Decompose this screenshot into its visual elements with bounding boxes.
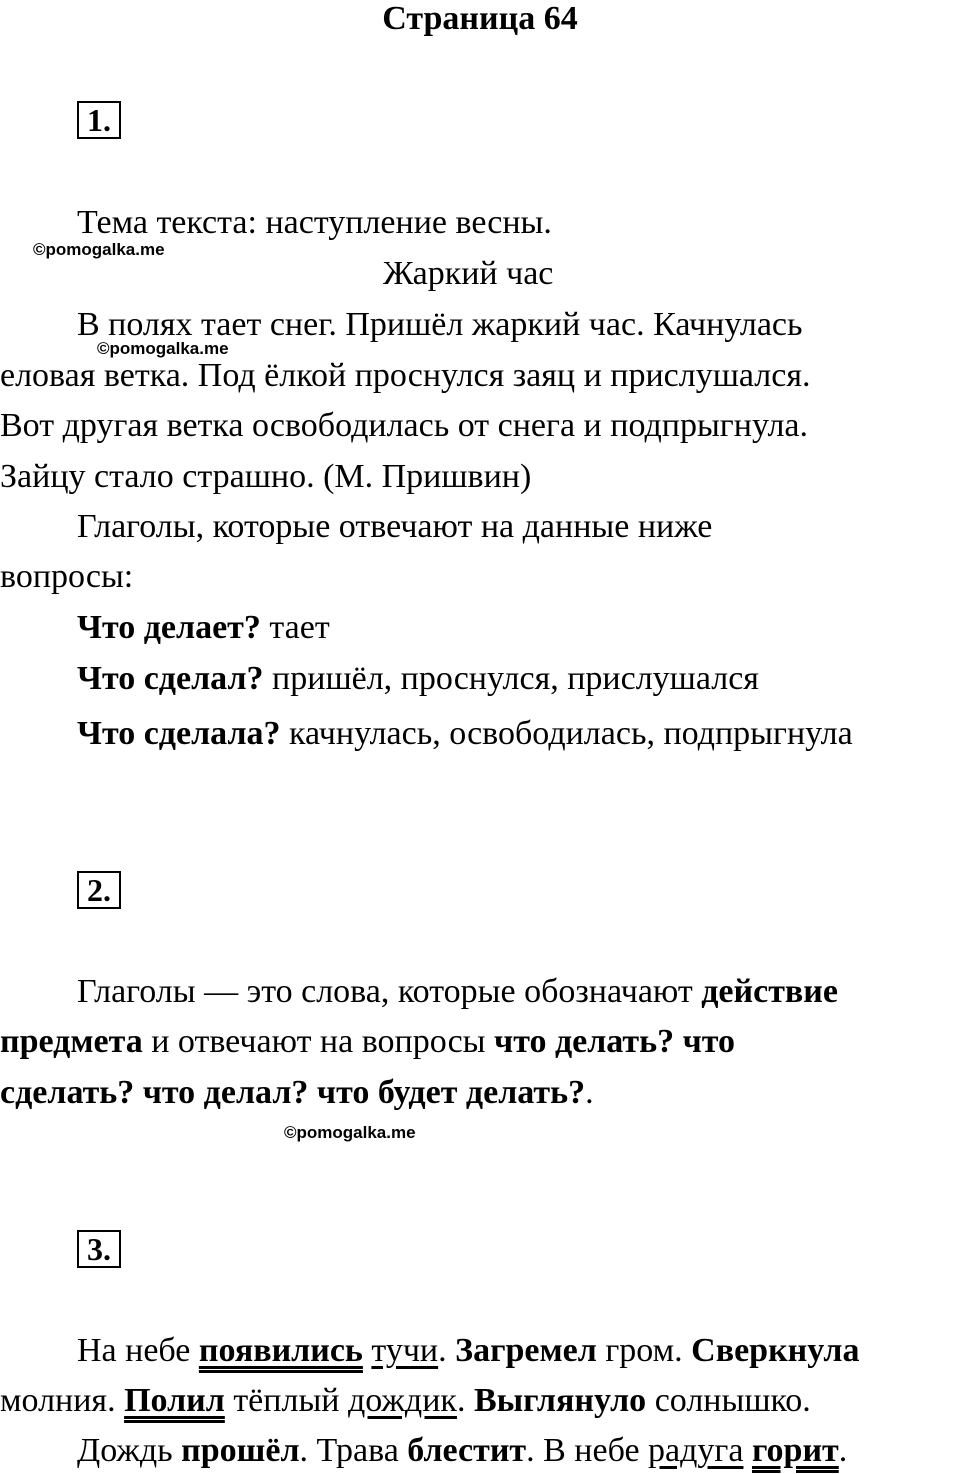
answer-row-1 xyxy=(77,608,330,648)
plain-text: . Трава xyxy=(299,1432,408,1469)
story-title: Жаркий час xyxy=(383,255,554,292)
plain-text: солнышко. xyxy=(646,1382,811,1419)
sentence-line-1 xyxy=(77,1331,860,1371)
answer-row-2 xyxy=(77,659,759,699)
sentence-line-2 xyxy=(0,1381,811,1421)
subject-word: дождик xyxy=(347,1382,457,1419)
verb-word: Загремел xyxy=(455,1332,597,1369)
answer-text: пришёл, проснулся, прислушался xyxy=(263,660,759,697)
definition-bold: сделать? что делал? что будет делать? xyxy=(0,1074,586,1111)
plain-text: . xyxy=(456,1382,474,1419)
plain-text: Дождь xyxy=(77,1432,182,1469)
watermark: ©pomogalka.me xyxy=(33,240,165,259)
intro-line-1: Глаголы, которые отвечают на данные ниже xyxy=(77,508,713,545)
question-label: Что сделала? xyxy=(77,715,281,752)
plain-text xyxy=(743,1432,752,1469)
task-2-number: 2. xyxy=(77,871,121,909)
watermark: ©pomogalka.me xyxy=(284,1123,416,1142)
definition-text: . xyxy=(585,1074,594,1111)
verb-word: блестит xyxy=(407,1432,527,1469)
plain-text: . xyxy=(438,1332,456,1369)
page-title: Страница 64 xyxy=(382,0,578,37)
definition-text: и отвечают на вопросы xyxy=(142,1023,495,1060)
definition-line-3 xyxy=(0,1073,594,1113)
subject-word: тучи xyxy=(371,1332,439,1369)
story-line-2: еловая ветка. Под ёлкой проснулся заяц и прислушался. xyxy=(0,357,811,394)
story-line-1: В полях тает снег. Пришёл жаркий час. Качнулась xyxy=(77,306,803,343)
sentence-line-3 xyxy=(77,1431,847,1471)
task-3-number: 3. xyxy=(77,1230,121,1268)
subject-word: радуга xyxy=(648,1432,744,1469)
definition-text: Глаголы — это слова, которые обозначают xyxy=(77,973,702,1010)
predicate-word: Полил xyxy=(124,1382,225,1419)
answer-text: качнулась, освободилась, подпрыгнула xyxy=(280,715,853,752)
definition-bold: что делать? что xyxy=(494,1023,736,1060)
definition-line-1 xyxy=(77,972,838,1012)
plain-text: молния. xyxy=(0,1382,125,1419)
definition-bold: действие xyxy=(701,973,838,1010)
question-label: Что делает? xyxy=(77,609,261,646)
verb-word: Выглянуло xyxy=(473,1382,647,1419)
plain-text: гром. xyxy=(596,1332,692,1369)
task-1-number: 1. xyxy=(77,101,121,139)
story-line-4: Зайцу стало страшно. (М. Пришвин) xyxy=(0,458,532,495)
story-line-3: Вот другая ветка освободилась от снега и подпрыгнула. xyxy=(0,407,809,444)
topic-line: Тема текста: наступление весны. xyxy=(77,204,552,241)
predicate-word: появились xyxy=(198,1332,363,1369)
plain-text: . В небе xyxy=(526,1432,649,1469)
verb-word: прошёл xyxy=(181,1432,300,1469)
predicate-word: горит xyxy=(751,1432,839,1469)
watermark: ©pomogalka.me xyxy=(97,339,229,358)
definition-bold: предмета xyxy=(0,1023,143,1060)
plain-text: . xyxy=(838,1432,848,1469)
plain-text: тёплый xyxy=(224,1382,348,1419)
question-label: Что сделал? xyxy=(77,660,264,697)
plain-text: На небе xyxy=(77,1332,199,1369)
verb-word: Сверкнула xyxy=(691,1332,860,1369)
answer-row-3 xyxy=(77,714,853,754)
definition-line-2 xyxy=(0,1022,735,1062)
intro-line-2: вопросы: xyxy=(0,558,134,595)
answer-text: тает xyxy=(260,609,330,646)
